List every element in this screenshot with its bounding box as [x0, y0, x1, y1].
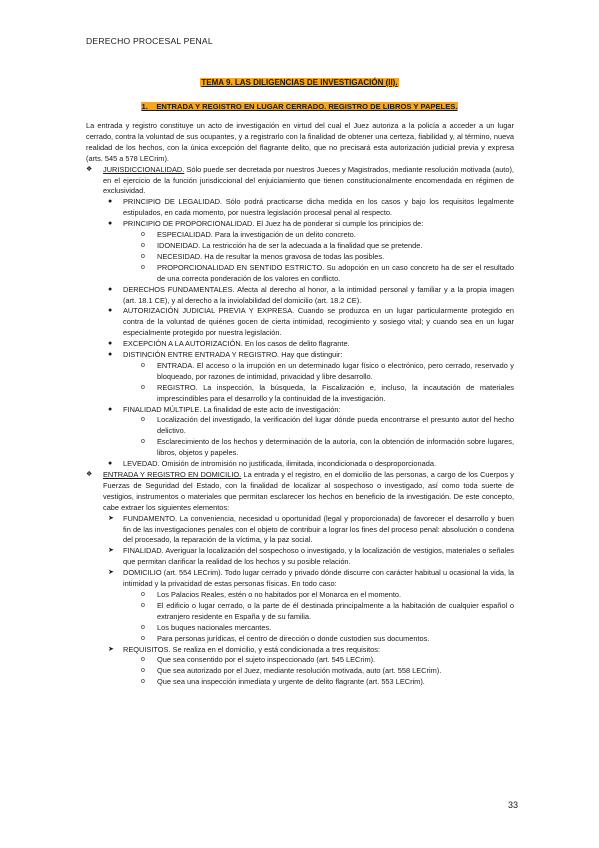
circle-bullet-icon: o — [141, 252, 145, 260]
list-item — [86, 285, 514, 307]
topic-title — [0, 72, 599, 90]
arrow-bullet-icon: ➤ — [108, 514, 114, 522]
circle-bullet-icon: o — [141, 361, 145, 369]
disc-bullet-icon: ● — [108, 307, 113, 315]
list-item — [86, 263, 514, 285]
item-text: REGISTRO. La inspección, la búsqueda, la Fiscalización e, incluso, la incautación de materiales imprescindibles para el desarrollo y la continuidad de la investigación. — [157, 382, 514, 403]
circle-bullet-icon: o — [141, 383, 145, 391]
item-text: DISTINCIÓN ENTRE ENTRADA Y REGISTRO. Hay que distinguir: — [123, 350, 343, 360]
item-text: EXCEPCIÓN A LA AUTORIZACIÓN. En los casos de delito flagrante. — [123, 339, 350, 349]
topic-title-text: TEMA 9. LAS DILIGENCIAS DE INVESTIGACIÓN (II). — [201, 78, 398, 87]
circle-bullet-icon: o — [141, 438, 145, 446]
item-text: DOMICILIO (art. 554 LECrim). Todo lugar cerrado y privado dónde discurre con carácter habitual u ocasional la vida, la intimidad y la privacidad de estas personas físicas. En todo caso: — [123, 568, 514, 589]
list-item — [86, 230, 514, 241]
item-text: Los Palacios Reales, estén o no habitados por el Monarca en el momento. — [157, 589, 402, 599]
circle-bullet-icon: o — [141, 678, 145, 686]
circle-bullet-icon: o — [141, 231, 145, 239]
circle-bullet-icon: o — [141, 623, 145, 631]
list-item — [86, 677, 514, 688]
list-item — [86, 470, 514, 514]
intro-paragraph: La entrada y registro constituye un acto de investigación en virtud del cual el Juez autoriza a la policía a acceder a un lugar cerrado, contra la voluntad de sus ocupantes, y a registrarlo con la finalidad de obtener una certeza, fiabilidad y, al término, nueva realidad de los hechos, con la única excepción del flagrante delito, que no precisará esta autorización judicial previa y expresa (arts. 545 a 578 LECrim). — [86, 121, 514, 163]
list-item — [86, 241, 514, 252]
document-body — [86, 121, 514, 688]
item-text: AUTORIZACIÓN JUDICIAL PREVIA Y EXPRESA. Cuando se produzca en un lugar particularmente protegido en contra de la voluntad de quiénes gocen de cierta intimidad, recogimiento y sosiego vital; y cuando sea en un lugar especialmente protegido por nuestra legislación. — [123, 306, 514, 338]
disc-bullet-icon: ● — [108, 285, 113, 293]
arrow-bullet-icon: ➤ — [108, 645, 114, 653]
item-text: FUNDAMENTO. La conveniencia, necesidad u oportunidad (legal y proporcionada) de favorecer el desarrollo y buen fin de las investigaciones penales con el objeto de contribuir a lograr los fines del proceso penal: absolución o condena del procesado, la reparación de la víctima, y la paz social. — [123, 513, 514, 545]
item-text: Los buques nacionales mercantes. — [157, 622, 272, 632]
item-text: NECESIDAD. Ha de resultar la menos gravosa de todas las posibles. — [157, 251, 385, 261]
list-item — [86, 601, 514, 623]
item-text: FINALIDAD MÚLTIPLE. La finalidad de este acto de investigación: — [123, 404, 341, 414]
list-item — [86, 252, 514, 263]
list-item — [86, 645, 514, 656]
item-heading: JURISDICCIONALIDAD. — [103, 164, 185, 174]
page-header: DERECHO PROCESAL PENAL — [86, 36, 213, 46]
circle-bullet-icon: o — [141, 656, 145, 664]
item-text: ESPECIALIDAD. Para la investigación de un delito concreto. — [157, 230, 356, 240]
item-text: Que sea consentido por el sujeto inspeccionado (art. 545 LECrim). — [157, 655, 376, 665]
list-item — [86, 350, 514, 361]
list-item — [86, 590, 514, 601]
list-item — [86, 546, 514, 568]
disc-bullet-icon: ● — [108, 220, 113, 228]
list-item — [86, 339, 514, 350]
list-item — [86, 219, 514, 230]
item-text: Localización del investigado, la verificación del lugar dónde pueda encontrarse el presunto autor del hecho delictivo. — [157, 415, 514, 436]
arrow-bullet-icon: ➤ — [108, 569, 114, 577]
circle-bullet-icon: o — [141, 241, 145, 249]
page-number: 33 — [508, 800, 519, 810]
disc-bullet-icon: ● — [108, 460, 113, 468]
arrow-bullet-icon: ➤ — [108, 547, 114, 555]
list-item — [86, 165, 514, 198]
list-item — [86, 197, 514, 219]
circle-bullet-icon: o — [141, 590, 145, 598]
item-text: PROPORCIONALIDAD EN SENTIDO ESTRICTO. Su adopción en un caso concreto ha de ser el resultado de una correcta ponderación de los valores en conflicto. — [157, 262, 514, 283]
section-heading-text: 1. ENTRADA Y REGISTRO EN LUGAR CERRADO. REGISTRO DE LIBROS Y PAPELES. — [141, 102, 458, 111]
item-text: REQUISITOS. Se realiza en el domicilio, y está condicionada a tres requisitos: — [123, 644, 381, 654]
circle-bullet-icon: o — [141, 263, 145, 271]
circle-bullet-icon: o — [141, 601, 145, 609]
circle-bullet-icon: o — [141, 416, 145, 424]
item-text: Que sea autorizado por el Juez, mediante resolución motivada, auto (art. 558 LECrim). — [157, 666, 442, 676]
list-item — [86, 306, 514, 339]
item-text: DERECHOS FUNDAMENTALES. Afecta al derecho al honor, a la intimidad personal y familiar y a la propia imagen (art. 18.1 CE), y al derecho a la inviolabilidad del domicilio (art. 18.2 CE). — [123, 284, 514, 305]
disc-bullet-icon: ● — [108, 198, 113, 206]
list-item — [86, 361, 514, 383]
item-text: PRINCIPIO DE LEGALIDAD. Sólo podrá practicarse dicha medida en los casos y bajo los requisitos legalmente estipulados, en cada momento, por nuestra legislación procesal penal al respecto. — [123, 197, 514, 218]
diamond-bullet-icon: ❖ — [86, 165, 93, 173]
item-text: FINALIDAD. Averiguar la localización del sospechoso o investigado, y la localización de vestigios, materiales o señales que permitan clarificar la realidad de los hechos y su posible relación. — [123, 546, 514, 567]
item-text: Sólo puede ser decretada por nuestros Jueces y Magistrados, mediante resolución motivada (auto), en el ejercicio de la función jurisdiccional del enjuiciamiento que tienen constitucionalmente encomendada en régimen de exclusividad. — [103, 164, 514, 196]
disc-bullet-icon: ● — [108, 351, 113, 359]
item-text: La entrada y el registro, en el domicilio de las personas, a cargo de los Cuerpos y Fuerzas de Seguridad del Estado, con la finalidad de localizar al sospechoso o investigado, así como toda suerte de vestigios, instrumentos o materiales que permitan esclarecer los hechos en beneficio de la investigación. De este concepto, cabe extraer los siguientes elementos: — [103, 470, 514, 512]
list-item — [86, 623, 514, 634]
disc-bullet-icon: ● — [108, 405, 113, 413]
item-text: IDONEIDAD. La restricción ha de ser la adecuada a la finalidad que se pretende. — [157, 240, 423, 250]
item-text: El edificio o lugar cerrado, o la parte de él destinada principalmente a la habitación de cualquier español o extranjero residente en España y de su familia. — [157, 600, 514, 621]
circle-bullet-icon: o — [141, 634, 145, 642]
list-item — [86, 666, 514, 677]
list-item — [86, 568, 514, 590]
section-heading — [0, 96, 599, 114]
list-item — [86, 437, 514, 459]
list-item — [86, 415, 514, 437]
disc-bullet-icon: ● — [108, 340, 113, 348]
item-text: LEVEDAD. Omisión de intromisión no justificada, ilimitada, incondicionada o desproporcionada. — [123, 459, 437, 469]
list-item — [86, 655, 514, 666]
list-item — [86, 383, 514, 405]
list-item — [86, 459, 514, 470]
circle-bullet-icon: o — [141, 667, 145, 675]
list-item — [86, 405, 514, 416]
item-text: Esclarecimiento de los hechos y determinación de la autoría, con la obtención de información sobre lugares, libros, objetos y papeles. — [157, 437, 514, 458]
item-text: Para personas jurídicas, el centro de dirección o donde custodien sus documentos. — [157, 633, 430, 643]
list-item — [86, 634, 514, 645]
item-heading: ENTRADA Y REGISTRO EN DOMICILIO. — [103, 470, 242, 479]
item-text: ENTRADA. El acceso o la irrupción en un determinado lugar físico o electrónico, pero cerrado, reservado y bloqueado, por razones de intimidad, privacidad y libre desarrollo. — [157, 360, 514, 381]
diamond-bullet-icon: ❖ — [86, 471, 93, 478]
item-text: PRINCIPIO DE PROPORCIONALIDAD. El Juez ha de ponderar si cumple los principios de: — [123, 219, 424, 229]
list-item — [86, 514, 514, 547]
item-text: Que sea una inspección inmediata y urgente de delito flagrante (art. 553 LECrim). — [157, 677, 425, 687]
